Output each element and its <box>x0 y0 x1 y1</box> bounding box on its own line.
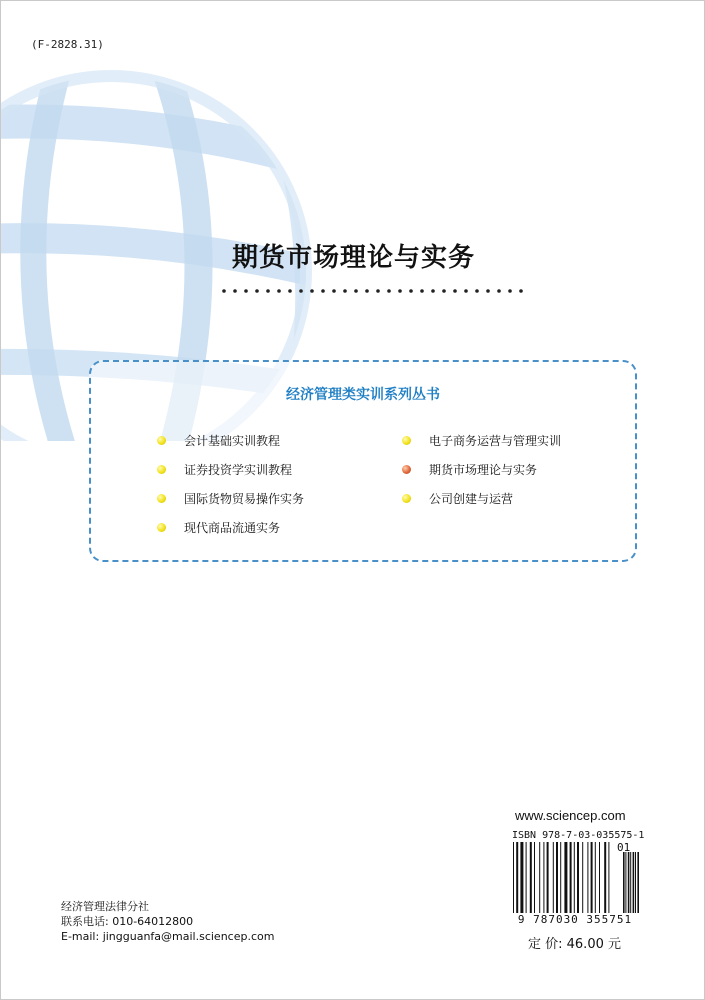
dotted-divider <box>221 287 526 295</box>
price: 定 价: 46.00 元 <box>528 937 621 952</box>
series-title: 经济管理类实训系列丛书 <box>286 387 440 403</box>
series-book-item: 电子商务运营与管理实训 <box>429 434 562 448</box>
publisher-info <box>61 899 274 944</box>
bullet-icon <box>157 436 166 445</box>
publisher-name: 经济管理法律分社 <box>61 900 149 913</box>
catalog-code: (F-2828.31) <box>31 38 104 51</box>
isbn: ISBN 978-7-03-035575-1 <box>512 830 645 841</box>
barcode-digits: 9 787030 355751 <box>509 913 641 926</box>
bullet-icon <box>402 436 411 445</box>
bullet-icon <box>157 494 166 503</box>
series-book-item: 公司创建与运营 <box>429 492 514 506</box>
bullet-icon <box>402 494 411 503</box>
book-title: 期货市场理论与实务 <box>231 243 475 273</box>
bullet-icon <box>157 523 166 532</box>
series-list-box <box>89 360 637 562</box>
highlight-bullet-icon <box>402 465 411 474</box>
barcode-addon: 01 <box>617 841 631 854</box>
publisher-phone: 联系电话: 010-64012800 <box>61 915 194 928</box>
series-book-item: 证券投资学实训教程 <box>184 463 293 477</box>
bullet-icon <box>157 465 166 474</box>
website: www.sciencep.com <box>515 808 626 823</box>
series-book-item: 国际货物贸易操作实务 <box>184 492 305 506</box>
series-book-item-current: 期货市场理论与实务 <box>429 463 538 477</box>
series-book-item: 会计基础实训教程 <box>184 434 281 448</box>
series-book-item: 现代商品流通实务 <box>184 521 281 535</box>
publisher-email: E-mail: jingguanfa@mail.sciencep.com <box>61 930 275 943</box>
